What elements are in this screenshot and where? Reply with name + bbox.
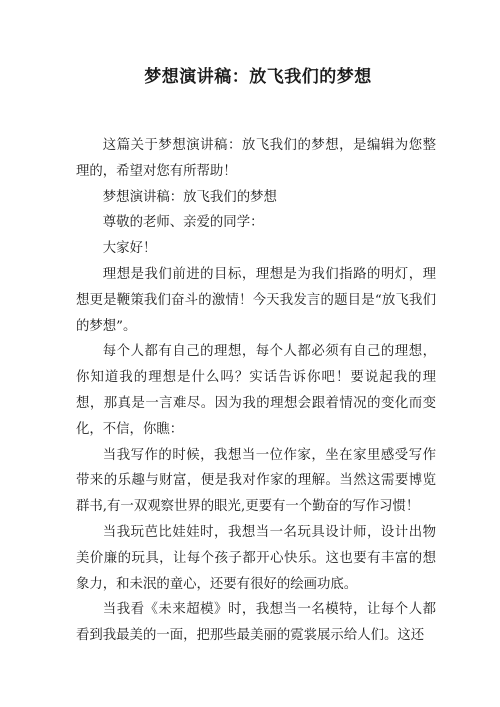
paragraph-body: 当我看《未来超模》时，我想当一名模特，让每个人都看到我最美的一面，把那些最美丽的霓裳展示给人们。这还 (76, 602, 436, 644)
paragraph-greeting: 大家好！ (102, 241, 157, 257)
paragraph-salutation: 尊敬的老师、亲爱的同学： (102, 215, 264, 231)
paragraph-body: 当我写作的时候，我想当一位作家，坐在家里感受写作带来的乐趣与财富，便是我对作家的理解。当然这需要博览群书,有一双观察世界的眼光,更要有一个勤奋的写作习惯！ (76, 447, 436, 515)
paragraph-body: 理想是我们前进的目标，理想是为我们指路的明灯，理想更是鞭策我们奋斗的激情！今天我发言的题目是“放飞我们的梦想”。 (76, 266, 436, 334)
document-body (76, 133, 436, 649)
paragraph-body: 当我玩芭比娃娃时，我想当一名玩具设计师，设计出物美价廉的玩具，让每个孩子都开心快乐。这也要有丰富的想象力，和未泯的童心，还要有很好的绘画功底。 (76, 524, 436, 592)
document-title: 梦想演讲稿：放飞我们的梦想 (144, 67, 372, 87)
paragraph-subtitle: 梦想演讲稿：放飞我们的梦想 (102, 189, 277, 205)
paragraph-body: 每个人都有自己的理想，每个人都必须有自己的理想，你知道我的理想是什么吗？实话告诉你吧！要说起我的理想，那真是一言难尽。因为我的理想会跟着情况的变化而变化，不信，你瞧： (76, 344, 436, 437)
paragraph-intro: 这篇关于梦想演讲稿：放飞我们的梦想，是编辑为您整理的，希望对您有所帮助！ (76, 138, 436, 179)
